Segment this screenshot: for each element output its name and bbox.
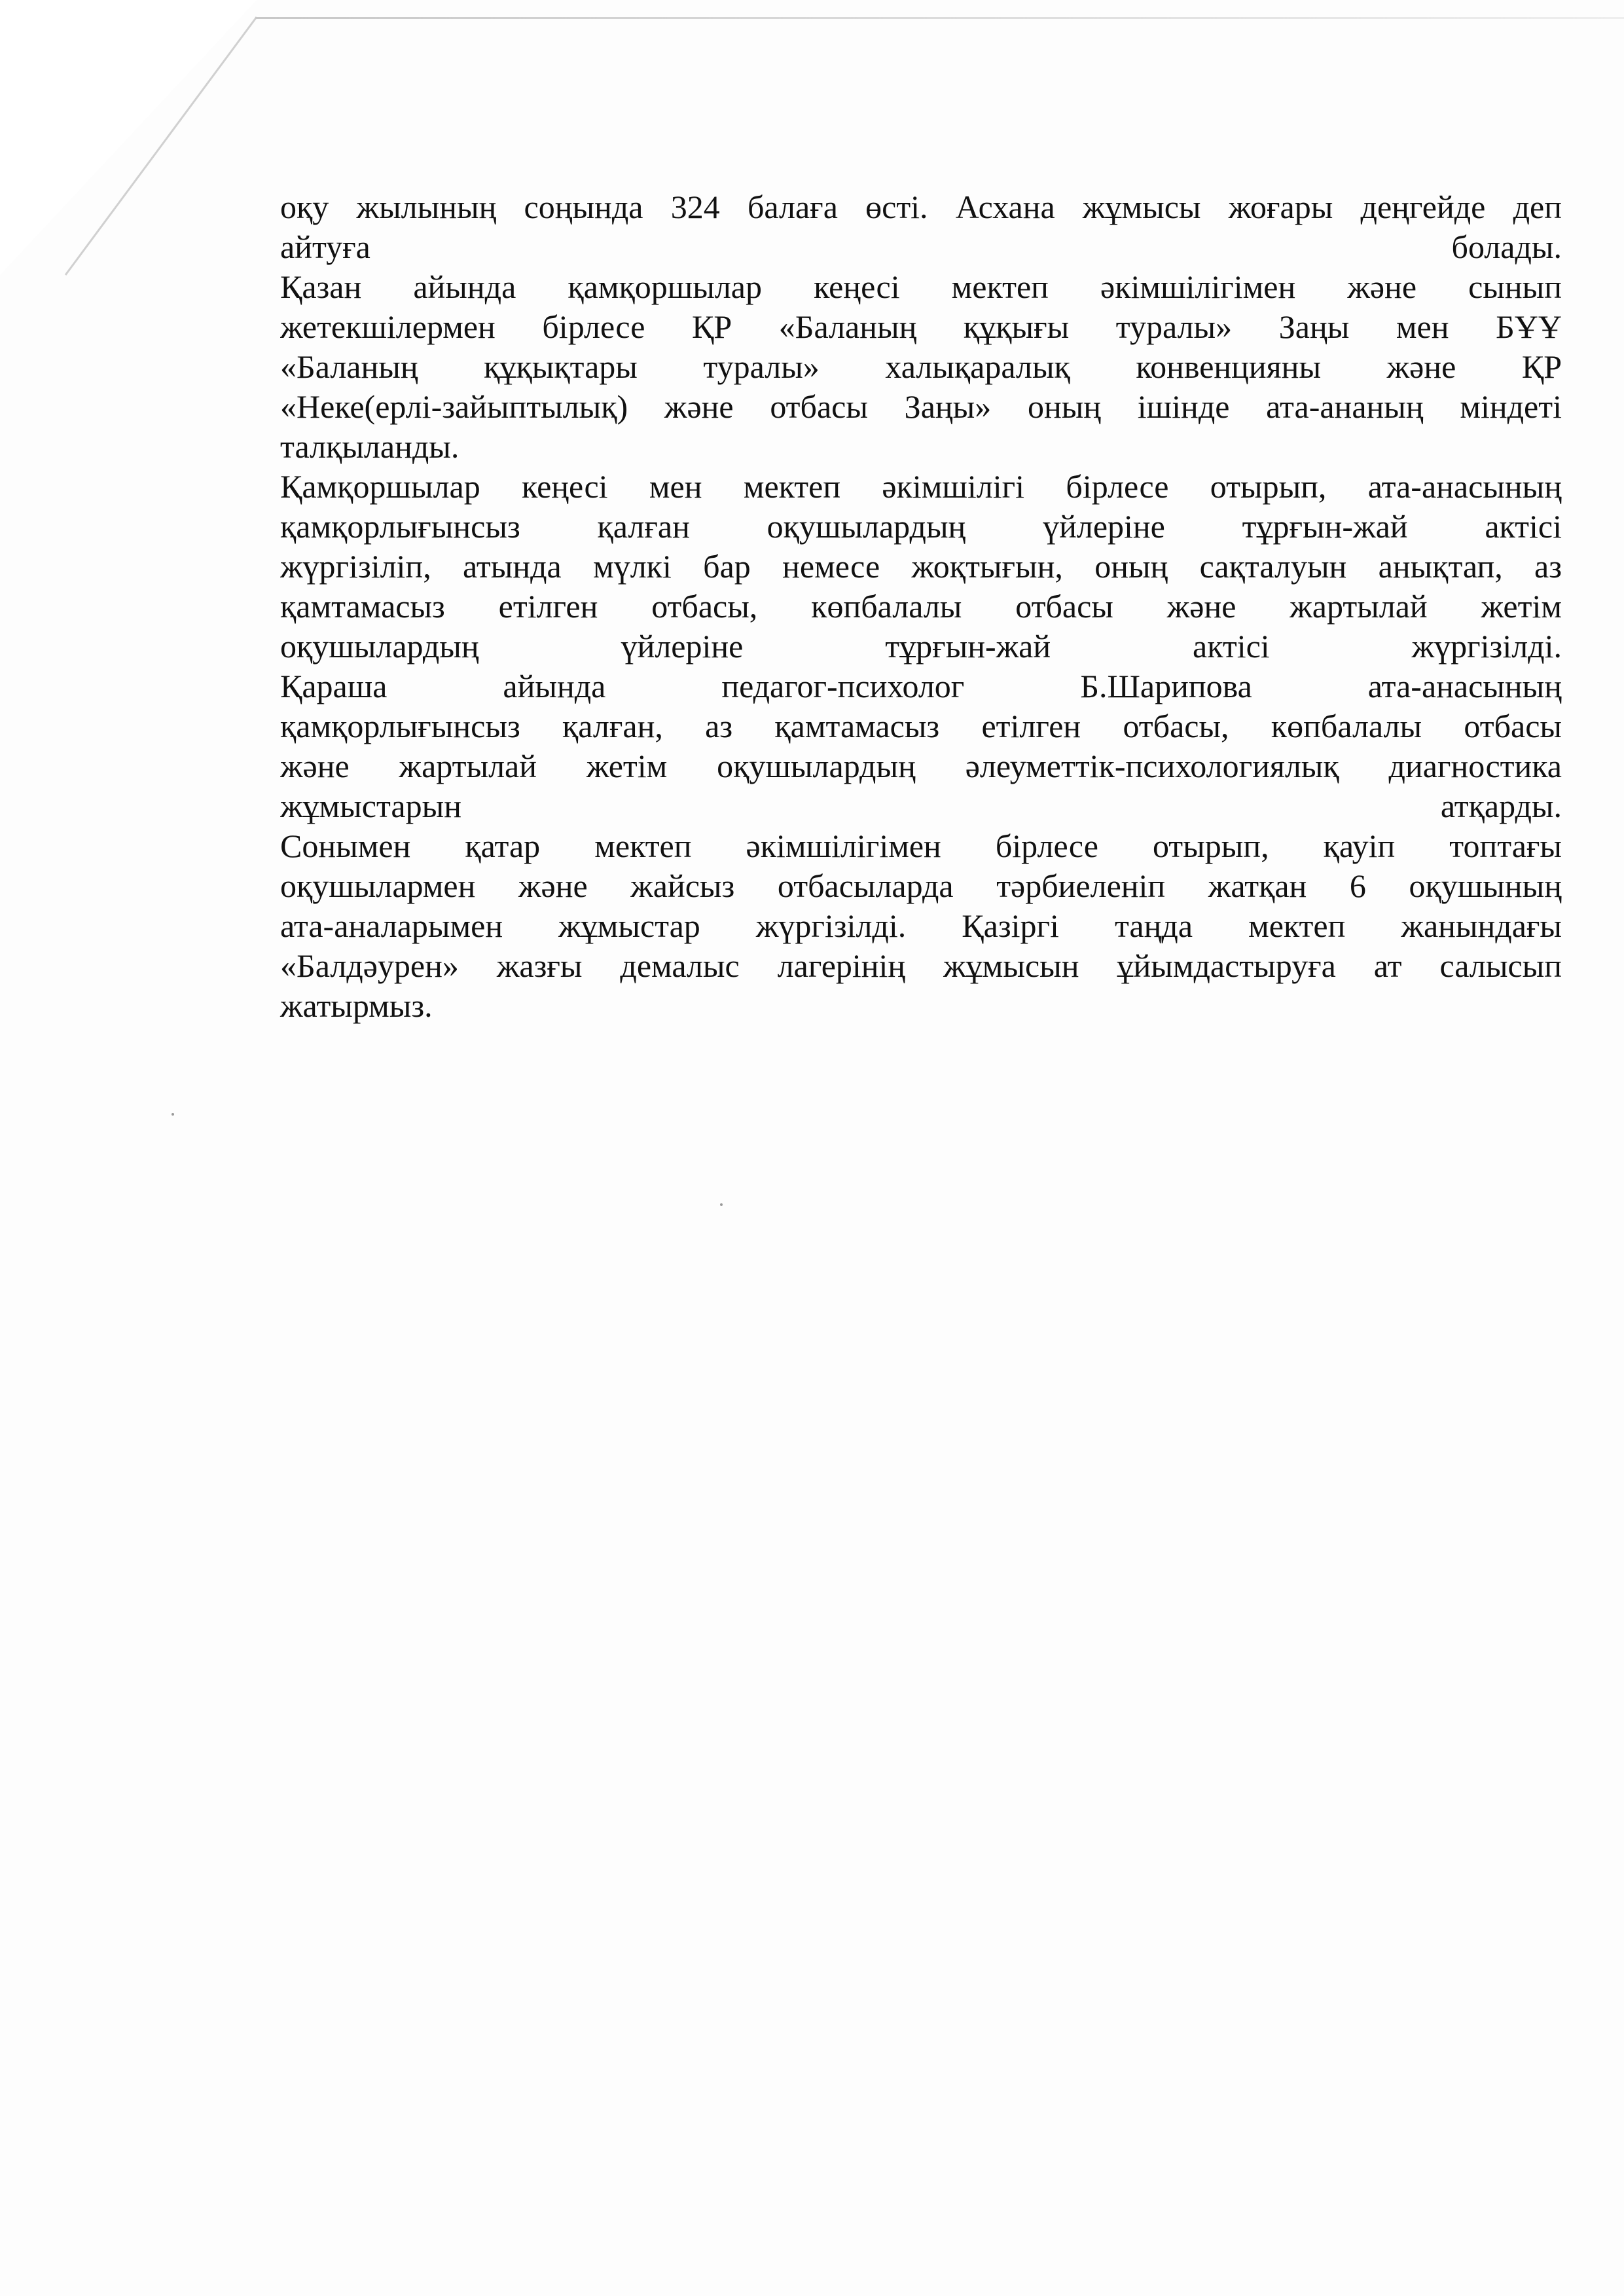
text-line: жетекшілермен бірлесе ҚР «Баланың құқығы туралы» Заңы мен БҰҰ bbox=[280, 308, 1562, 345]
text-line: және жартылай жетім оқушылардың әлеуметтік-психологиялық диагностика bbox=[280, 748, 1562, 784]
text-line: талқыланды. bbox=[280, 428, 460, 465]
folded-corner-shape bbox=[0, 0, 314, 314]
text-line: «Балдәурен» жазғы демалыс лагерінің жұмысын ұйымдастыруға ат салысып bbox=[280, 947, 1562, 984]
text-line: Сонымен қатар мектеп әкімшілігімен бірлесе отырып, қауіп топтағы bbox=[280, 828, 1562, 864]
text-line: жұмыстарын атқарды. bbox=[280, 788, 1562, 824]
text-line: оқу жылының соңында 324 балаға өсті. Асхана жұмысы жоғары деңгейде деп bbox=[280, 189, 1562, 225]
text-line: қамқорлығынсыз қалған, аз қамтамасыз етілген отбасы, көпбалалы отбасы bbox=[280, 708, 1562, 744]
scan-speck bbox=[171, 1113, 174, 1116]
page-top-edge bbox=[255, 17, 1624, 19]
text-line: айтуға болады. bbox=[280, 228, 1562, 265]
text-line: қамқорлығынсыз қалған оқушылардың үйлеріне тұрғын-жай актісі bbox=[280, 508, 1562, 545]
text-line: ата-аналарымен жұмыстар жүргізілді. Қазіргі таңда мектеп жанындағы bbox=[280, 907, 1562, 944]
text-line: оқушылардың үйлеріне тұрғын-жай актісі жүргізілді. bbox=[280, 628, 1562, 665]
text-line: жүргізіліп, атында мүлкі бар немесе жоқтығын, оның сақталуын анықтап, аз bbox=[280, 548, 1562, 585]
scan-speck bbox=[720, 1203, 723, 1206]
text-line: Қазан айында қамқоршылар кеңесі мектеп әкімшілігімен және сынып bbox=[280, 268, 1562, 305]
text-line: Қараша айында педагог-психолог Б.Шарипова ата-анасының bbox=[280, 668, 1562, 704]
text-line: қамтамасыз етілген отбасы, көпбалалы отбасы және жартылай жетім bbox=[280, 588, 1562, 625]
text-line: оқушылармен және жайсыз отбасыларда тәрбиеленіп жатқан 6 оқушының bbox=[280, 867, 1562, 904]
text-line: «Неке(ерлі-зайыптылық) және отбасы Заңы» оның ішінде ата-ананың міндеті bbox=[280, 388, 1562, 425]
text-line: «Баланың құқықтары туралы» халықаралық конвенцияны және ҚР bbox=[280, 348, 1562, 385]
text-line: Қамқоршылар кеңесі мен мектеп әкімшілігі бірлесе отырып, ата-анасының bbox=[280, 468, 1562, 505]
text-line: жатырмыз. bbox=[280, 987, 433, 1024]
document-body bbox=[280, 187, 1562, 1026]
